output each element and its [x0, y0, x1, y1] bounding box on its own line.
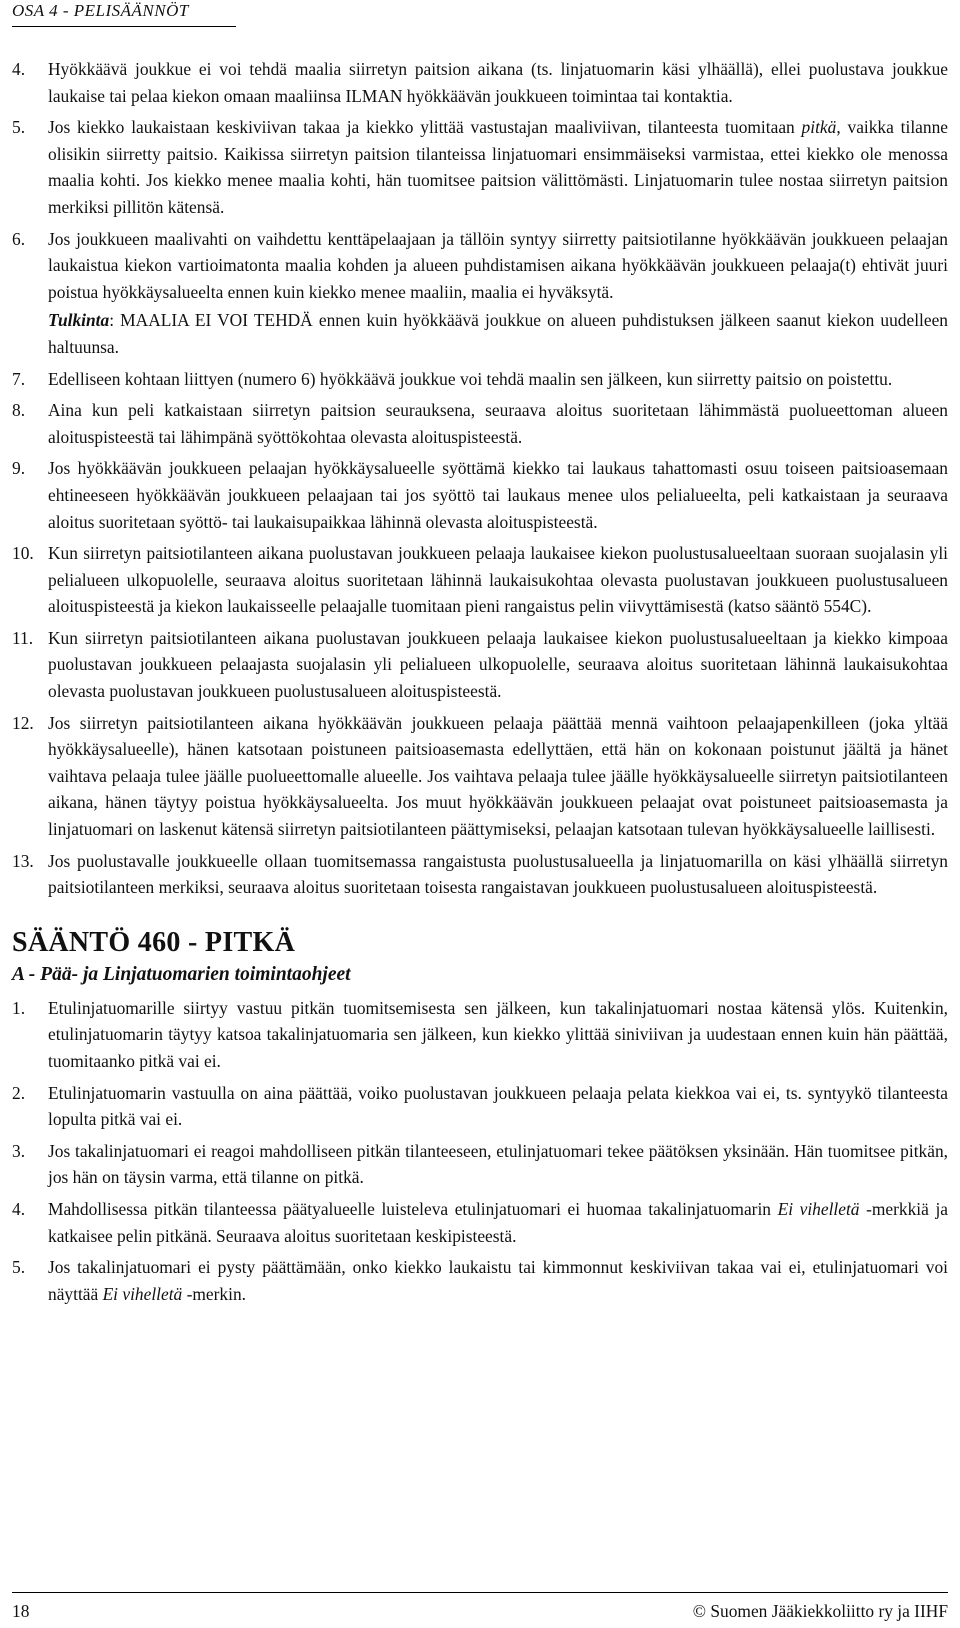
item-text	[48, 1254, 948, 1307]
rule-title: SÄÄNTÖ 460 - PITKÄ	[12, 926, 296, 958]
item-text-part: , vaikka tilanne olisikin siirretty paitsio. Kaikissa siirretyn paitsion tilanteissa linjatuomari ensimmäiseksi varmistaa, ettei kiekko ole menossa maalia kohti. Jos kiekko menee maalia kohti, hän tuomitsee paitsion välittömästi. Linjatuomarin tulee nostaa siirretyn paitsion merkiksi pillitön kätensä.	[48, 117, 948, 217]
interpretation-note	[48, 307, 948, 360]
list-item	[12, 995, 948, 1075]
item-text: Hyökkäävä joukkue ei voi tehdä maalia siirretyn paitsion aikana (ts. linjatuomarin käsi ylhäällä), ellei puolustava joukkue laukaise tai pelaa kiekon omaan maaliinsa ILMAN hyökkäävän joukkueen toimintaa tai kontaktia.	[48, 59, 948, 106]
item-text: Jos puolustavalle joukkueelle ollaan tuomitsemassa rangaistusta puolustusalueella ja linjatuomarilla on käsi ylhäällä siirretyn paitsiotilanteen merkiksi, seuraava aloitus suoritetaan toisesta rangaistavan joukkueen puolustusalueen aloituspisteestä.	[48, 850, 948, 898]
list-item	[12, 226, 948, 361]
item-number: 10.	[12, 543, 34, 564]
item-text: Edelliseen kohtaan liittyen (numero 6) hyökkäävä joukkue voi tehdä maalin sen jälkeen, kun siirretty paitsio on poistettu.	[48, 368, 893, 389]
item-text: Jos hyökkäävän joukkueen pelaajan hyökkäysalueelle syöttämä kiekko tai laukaus tahattomasti osuu toiseen paitsioasemaan ehtineeseen hyökkäävän joukkueen pelaajaan tai jos syöttö tai laukaus menee ulos pelialueelta, peli katkaistaan ja seuraava aloitus suoritetaan syöttö- tai laukaisupaikkaa lähinnä olevasta aloituspisteestä.	[48, 458, 948, 532]
list-item	[12, 56, 948, 109]
item-number: 8.	[12, 400, 26, 421]
item-number: 13.	[12, 850, 34, 871]
item-number: 2.	[12, 1082, 26, 1103]
interpretation-text: : MAALIA EI VOI TEHDÄ ennen kuin hyökkäävä joukkue on alueen puhdistuksen jälkeen saanut kiekon uudelleen haltuunsa.	[48, 310, 948, 357]
page-content	[12, 56, 948, 1312]
item-number: 12.	[12, 712, 34, 733]
item-number: 1.	[12, 997, 26, 1018]
item-number: 9.	[12, 458, 26, 479]
item-number: 11.	[12, 627, 34, 648]
item-text-italic: Ei vihelletä	[102, 1283, 183, 1304]
item-text-part: -merkin.	[182, 1283, 246, 1304]
item-text-italic: Ei vihelletä	[777, 1198, 860, 1219]
item-text-part: Jos takalinjatuomari ei pysty päättämään, onko kiekko laukaistu tai kimmonnut keskiviivan takaa vai ei, etulinjatuomari voi näyttää	[48, 1257, 948, 1304]
list-item	[12, 455, 948, 535]
page-number: 18	[12, 1601, 30, 1621]
list-item	[12, 1254, 948, 1307]
item-text-part: -merkkiä ja katkaisee pelin pitkänä. Seuraava aloitus suoritetaan keskipisteestä.	[48, 1198, 948, 1246]
item-text-body: Jos joukkueen maalivahti on vaihdettu kenttäpelaajaan ja tällöin syntyy siirretty paitsiotilanne hyökkäävän joukkueen pelaajan laukaistua kiekon vartioimatonta maalia kohden ja alueen puhdistamisen aikana hyökkäävän joukkueen pelaaja(t) ehtivät juuri poistua hyökkäysalueelta ennen kuin kiekko menee maaliin, maalia ei hyväksytä.	[48, 228, 948, 302]
item-number: 3.	[12, 1140, 26, 1161]
copyright-text: © Suomen Jääkiekkoliitto ry ja IIHF	[692, 1601, 948, 1621]
page-footer	[12, 1592, 948, 1622]
item-text	[48, 114, 948, 220]
item-text: Jos siirretyn paitsiotilanteen aikana hyökkäävän joukkueen pelaaja päättää mennä vaihtoon pelaajapenkilleen (joka yltää hyökkäysalueelle), hänen katsotaan poistuneen paitsioasemasta edellyttäen, että hän on kokonaan poistunut jäältä ja hänet vaihtava pelaaja tulee jäälle puolueettomalle alueelle. Jos vaihtava pelaaja tulee jäälle hyökkäysalueelle siirretyn paitsiotilanteen aikana, hänen täytyy poistua hyökkäysalueelta. Jos muut hyökkäävän joukkueen pelaajat ovat poistuneet paitsioasemasta ja linjatuomari on laskenut kätensä siirretyn paitsiotilanteen päättymiseksi, pelaajan katsotaan tulevan hyökkäysalueelle laillisesti.	[48, 712, 948, 840]
item-text-part: Jos kiekko laukaistaan keskiviivan takaa ja kiekko ylittää vastustajan maaliviivan, tilanteesta tuomitaan	[48, 117, 802, 138]
item-text: Jos takalinjatuomari ei reagoi mahdolliseen pitkän tilanteeseen, etulinjatuomari tekee päätöksen yksinään. Hän tuomitsee pitkän, jos hän on täysin varma, että tilanne on pitkä.	[48, 1140, 948, 1188]
header-title: OSA 4 - PELISÄÄNNÖT	[12, 1, 189, 20]
page-header	[12, 0, 236, 27]
list-item	[12, 625, 948, 705]
list-item	[12, 848, 948, 901]
item-number: 4.	[12, 59, 26, 79]
rule-subtitle: A - Pää- ja Linjatuomarien toimintaohjeet	[12, 963, 351, 985]
list-item	[12, 1196, 948, 1249]
list-item	[12, 397, 948, 450]
list-item	[12, 540, 948, 620]
list-item	[12, 1138, 948, 1191]
item-number: 5.	[12, 1257, 26, 1278]
item-text: Etulinjatuomarille siirtyy vastuu pitkän tuomitsemisesta sen jälkeen, kun takalinjatuomari nostaa kätensä ylös. Kuitenkin, etulinjatuomarin täytyy katsoa takalinjatuomaria sen jälkeen, kun kiekko ylittää siniviivan ja uudestaan ennen kuin hän päättää, tuomitaanko pitkä vai ei.	[48, 997, 948, 1071]
item-text	[48, 1196, 948, 1249]
list-item	[12, 710, 948, 843]
item-text: Aina kun peli katkaistaan siirretyn paitsion seurauksena, seuraava aloitus suoritetaan lähimmästä puolueettoman alueen aloituspisteestä tai lähimpänä syöttökohtaa olevasta aloituspisteestä.	[48, 400, 948, 447]
item-text-italic: pitkä	[801, 117, 837, 138]
interpretation-label: Tulkinta	[48, 310, 110, 331]
item-text: Kun siirretyn paitsiotilanteen aikana puolustavan joukkueen pelaaja laukaisee kiekon puolustusalueeltaan ja kiekko kimpoaa puolustavan joukkueen pelaajasta suojalasin yli pelialueen ulkopuolelle, seuraava aloitus suoritetaan lähinnä laukaisukohtaa olevasta puolustavan joukkueen puolustusalueen aloituspisteestä.	[48, 627, 948, 702]
item-number: 5.	[12, 117, 26, 138]
item-text: Kun siirretyn paitsiotilanteen aikana puolustavan joukkueen pelaaja laukaisee kiekon puolustusalueeltaan suoraan suojalasin yli pelialueen ulkopuolelle, seuraava aloitus suoritetaan lähinnä laukaisukohtaa olevasta puolustavan joukkueen puolustusalueen aloituspisteestä ja kiekon laukaisseelle pelaajalle tuomitaan pieni rangaistus pelin viivyttämisestä (katso sääntö 554C).	[48, 543, 948, 617]
list-item	[12, 1080, 948, 1133]
item-number: 6.	[12, 228, 26, 249]
list-item	[12, 114, 948, 220]
item-number: 4.	[12, 1198, 26, 1219]
item-text	[48, 226, 948, 361]
item-number: 7.	[12, 368, 26, 389]
item-text: Etulinjatuomarin vastuulla on aina päättää, voiko puolustavan joukkueen pelaaja pelata kiekkoa vai ei, ts. syntyykö tilanteesta lopulta pitkä vai ei.	[48, 1082, 948, 1130]
list-item	[12, 366, 948, 393]
item-text-part: Mahdollisessa pitkän tilanteessa päätyalueelle luisteleva etulinjatuomari ei huomaa takalinjatuomarin	[48, 1198, 778, 1219]
